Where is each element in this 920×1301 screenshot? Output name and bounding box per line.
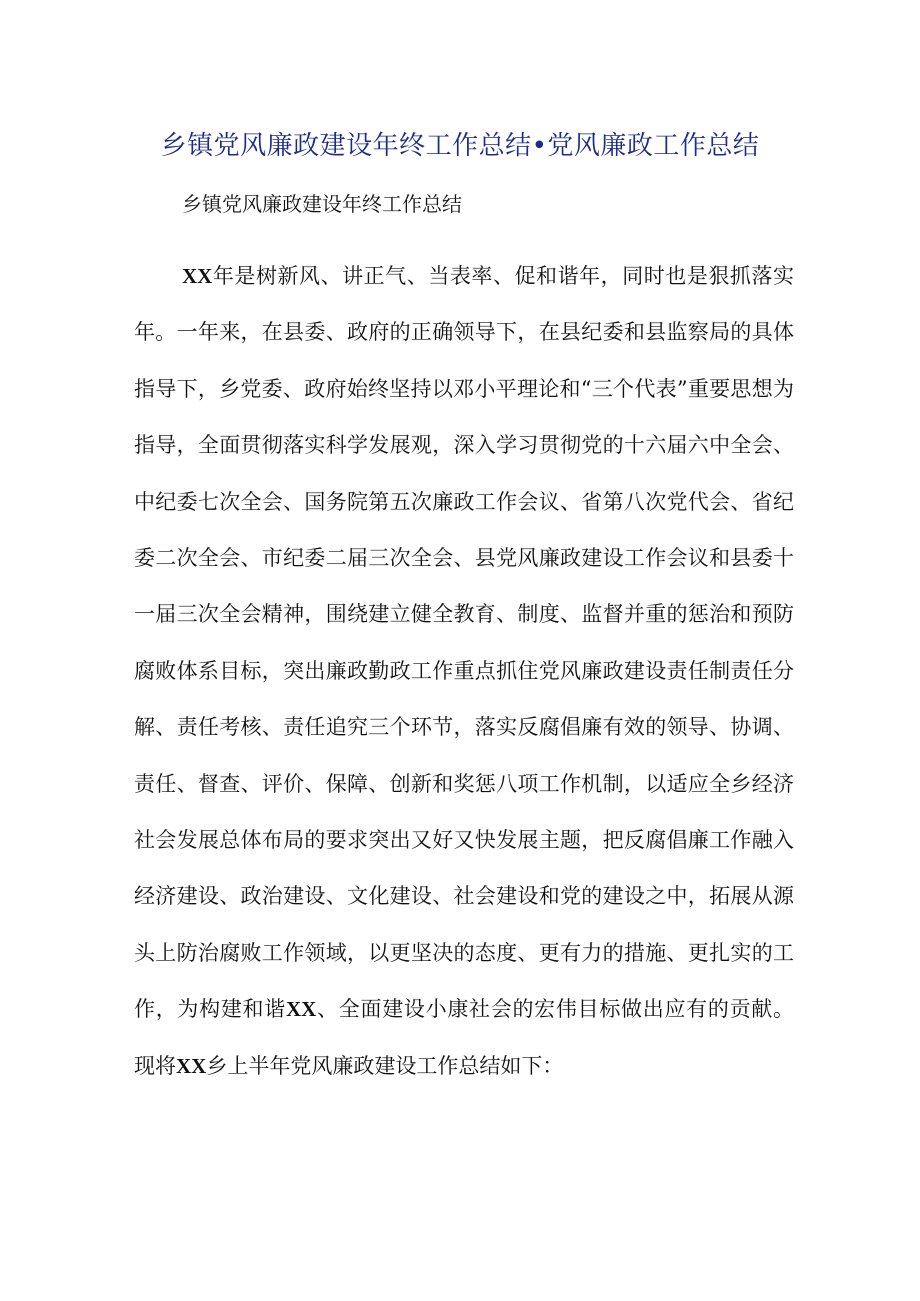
paragraph-text: 年是树新风、讲正气、当表率、促和谐年，同时也是狠抓落实年。一年来，在县委、政府的正确领导下，在县纪委和县监察局的具体指导下，乡党委、政府始终坚持以邓小平理论和“三个代表”重要思想为指导，全面贯彻落实科学发展观，深入学习贯彻党的十六届六中全会、中纪委七次全会、国务院第五次廉政工作会议、省第八次党代会、省纪委二次全会、市纪委二届三次全会、县党风廉政建设工作会议和县委十一届三次全会精神，围绕建立健全教育、制度、监督并重的惩治和预防腐败体系目标，突出廉政勤政工作重点抓住党风廉政建设责任制责任分解、责任考核、责任追究三个环节，落实反腐倡廉有效的领导、协调、责任、督查、评价、保障、创新和奖惩八项工作机制，以适应全乡经济社会发展总体布局的要求突出又好又快发展主题，把反腐倡廉工作融入经济建设、政治建设、文化建设、社会建设和党的建设之中，拓展从源头上防治腐败工作领域，以更坚决的态度、更有力的措施、更扎实的工作，为构建和谐: [134, 264, 794, 1022]
placeholder-xx: XX: [182, 264, 213, 288]
body-paragraph: [134, 248, 794, 1094]
paragraph-text: 乡上半年党风廉政建设工作总结如下：: [206, 1053, 564, 1078]
placeholder-xx: XX: [286, 997, 317, 1022]
document-subtitle: 乡镇党风廉政建设年终工作总结: [182, 192, 462, 216]
document-title: 乡镇党风廉政建设年终工作总结•党风廉政工作总结: [160, 131, 760, 161]
placeholder-xx: XX: [176, 1053, 207, 1078]
paragraph-text: 、全面建设小康社会的宏伟目标做出应有的贡献。现将: [134, 997, 795, 1078]
